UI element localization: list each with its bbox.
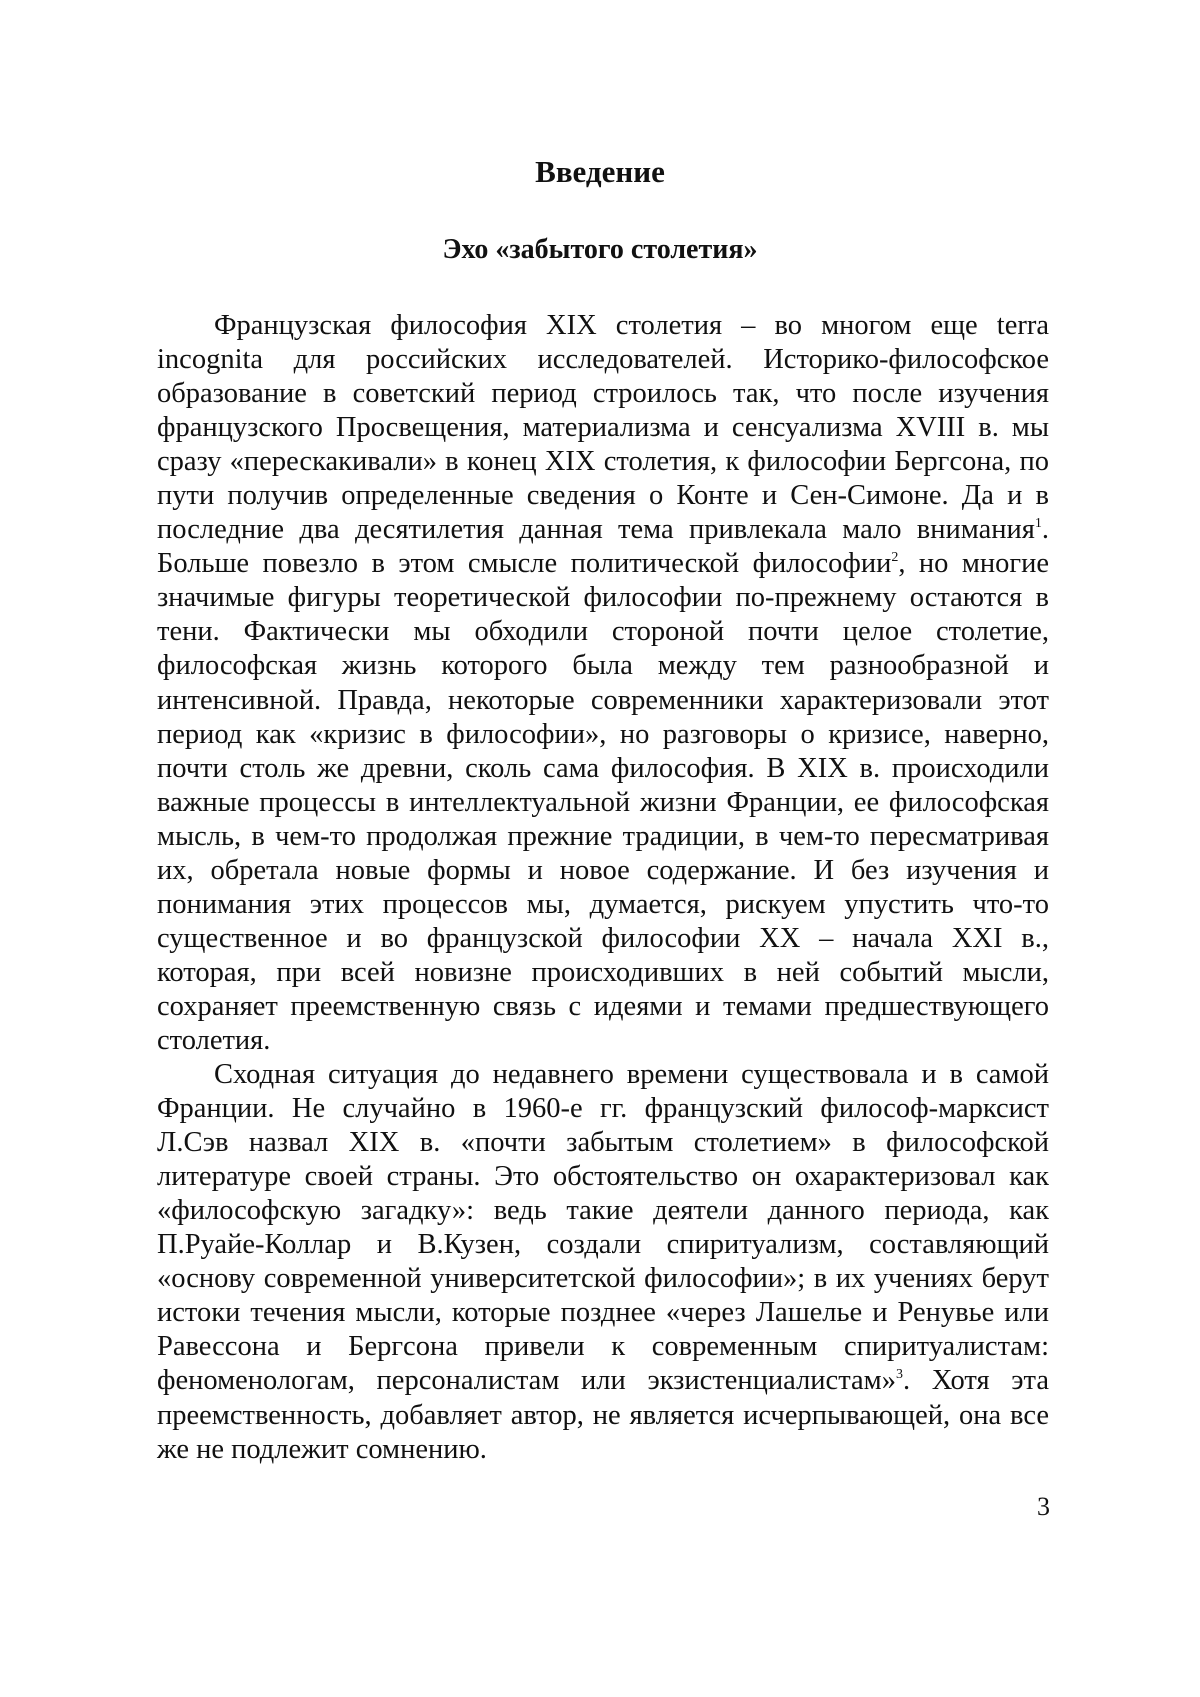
paragraph-1-text-3: , но многие значимые фигуры теоретической философии по-прежнему остаются в тени. Фактически мы обходили стороной почти целое столетие, философская жизнь которого была между тем разнообразной и интенсивной. Правда, некоторые современники характеризовали этот период как «кризис в философии», но разговоры о кризисе, наверно, почти столь же древни, сколь сама философия. В XIX в. происходили важные процессы в интеллектуальной жизни Франции, ее философская мысль, в чем-то продолжая прежние традиции, в чем-то пересматривая их, обретала новые формы и новое содержание. И без изучения и понимания этих процессов мы, думается, рискуем упустить что-то существенное и во французской философии XX – начала XXI в., которая, при всей новизне происходивших в ней событий мысли, сохраняет преемственную связь с идеями и темами предшествующего столетия. — [157, 548, 1049, 1056]
chapter-title: Введение — [535, 154, 665, 189]
paragraph-1-text-1: Французская философия XIX столетия – во многом еще terra incognita для российских исследователей. Историко-философское образование в советский период строилось так, что после изучения французского Просвещения, материализма и сенсуализма XVIII в. мы сразу «перескакивали» в конец XIX столетия, к философии Бергсона, по пути получив определенные сведения о Конте и Сен-Симоне. Да и в последние два десятилетия данная тема привлекала мало внимания — [157, 310, 1049, 546]
page-number: 3 — [1037, 1492, 1050, 1521]
footnote-ref-3: 3 — [895, 1367, 903, 1383]
paragraph-2-text-1: Сходная ситуация до недавнего времени существовала и в самой Франции. Не случайно в 1960-е гг. французский философ-марксист Л.Сэв назвал XIX в. «почти забытым столетием» в философской литературе своей страны. Это обстоятельство он охарактеризовал как «философскую загадку»: ведь такие деятели данного периода, как П.Руайе-Коллар и В.Кузен, создали спиритуализм, составляющий «основу современной университетской философии»; в их учениях берут истоки течения мысли, которые позднее «через Лашелье и Ренувье или Равессона и Бергсона привели к современным спиритуалистам: феноменологам, персоналистам или экзистенциалистам» — [157, 1059, 1049, 1397]
paragraph-2 — [157, 1058, 1049, 1467]
paragraph-2-text-2: . Хотя эта преемственность, добавляет автор, не является исчерпывающей, она все же не подлежит сомнению. — [157, 1365, 1049, 1465]
footnote-ref-1: 1 — [1034, 516, 1042, 532]
paragraph-1 — [157, 309, 1049, 1058]
section-title: Эхо «забытого столетия» — [442, 234, 758, 265]
body-text — [157, 309, 1049, 1467]
footnote-ref-2: 2 — [891, 550, 899, 566]
paragraph-1-text-2: . Больше повезло в этом смысле политической философии — [157, 514, 1049, 580]
